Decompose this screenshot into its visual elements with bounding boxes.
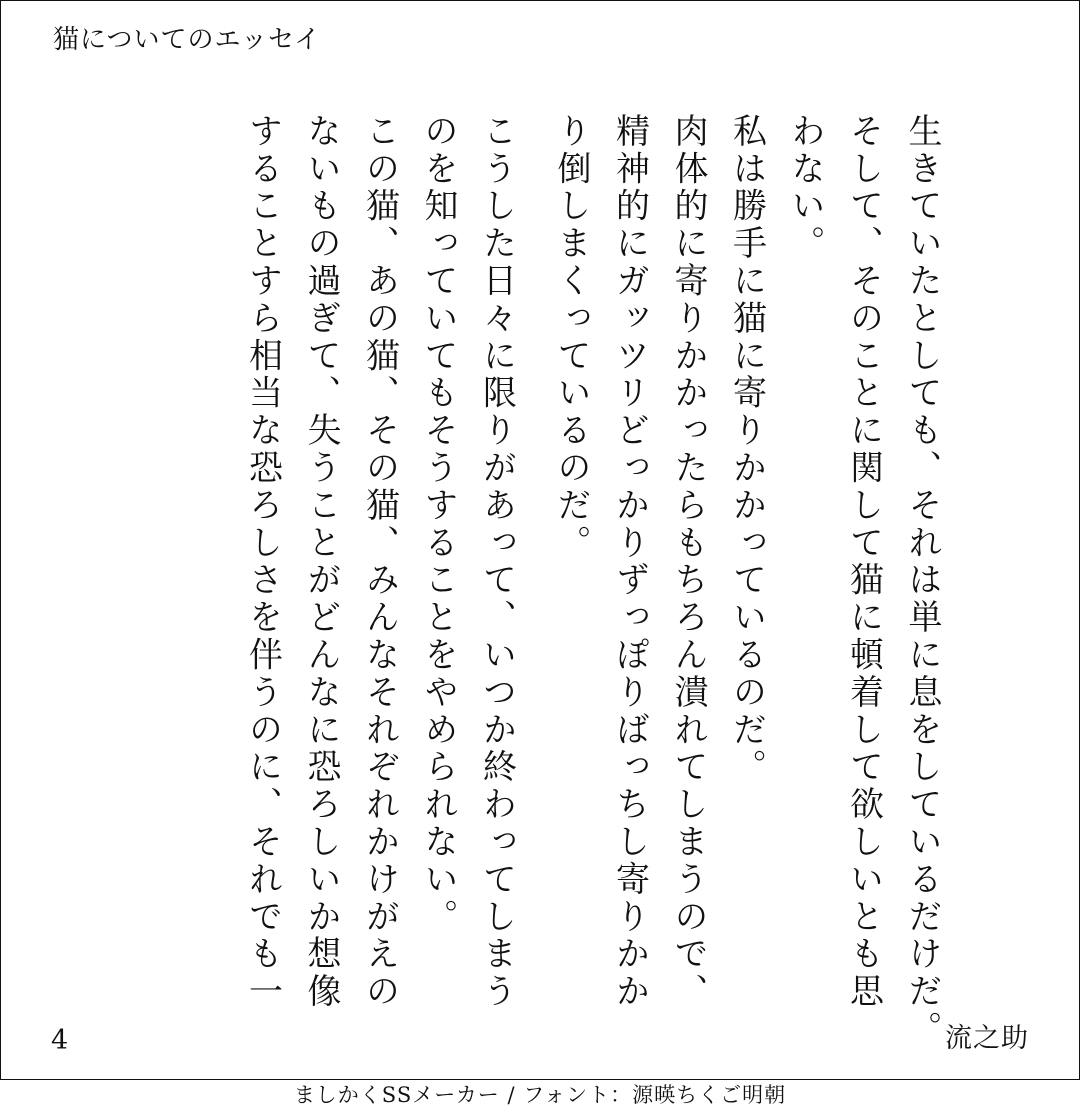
essay-line: することすら相当な恐ろしさを伴うのに、それでも一 <box>242 113 283 1011</box>
essay-line: この猫、あの猫、その猫、みんなそれぞれかけがえの <box>359 113 400 1011</box>
page-number: 4 <box>51 1025 69 1056</box>
essay-line: 肉体的に寄りかかったらもちろん潰れてしまうので、 <box>668 113 708 1011</box>
page-title: 猫についてのエッセイ <box>53 25 322 55</box>
essay-line: ないもの過ぎて、失うことがどんなに恐ろしいか想像 <box>301 113 341 1011</box>
essay-body <box>233 113 951 1048</box>
essay-line: そして、そのことに関して猫に頓着して欲しいとも思 <box>843 113 884 1011</box>
footer-credit: ましかくSSメーカー / フォント：源暎ちくご明朝 <box>293 1083 787 1107</box>
essay-line: こうした日々に限りがあって、いつか終わってしまう <box>476 113 517 1011</box>
essay-line: わない。 <box>785 113 825 263</box>
author-name: 流之助 <box>945 1023 1029 1054</box>
essay-line: 私は勝手に猫に寄りかかっているのだ。 <box>726 113 767 787</box>
essay-line: 精神的にガッツリどっかりずっぽりばっちし寄りかか <box>609 113 650 1011</box>
essay-line: り倒しまくっているのだ。 <box>551 113 591 562</box>
essay-line: のを知っていてもそうすることをやめられない。 <box>418 113 458 936</box>
essay-line: 生きていたとしても、それは単に息をしているだけだ。 <box>902 113 942 1048</box>
paragraph-gap <box>526 113 542 993</box>
